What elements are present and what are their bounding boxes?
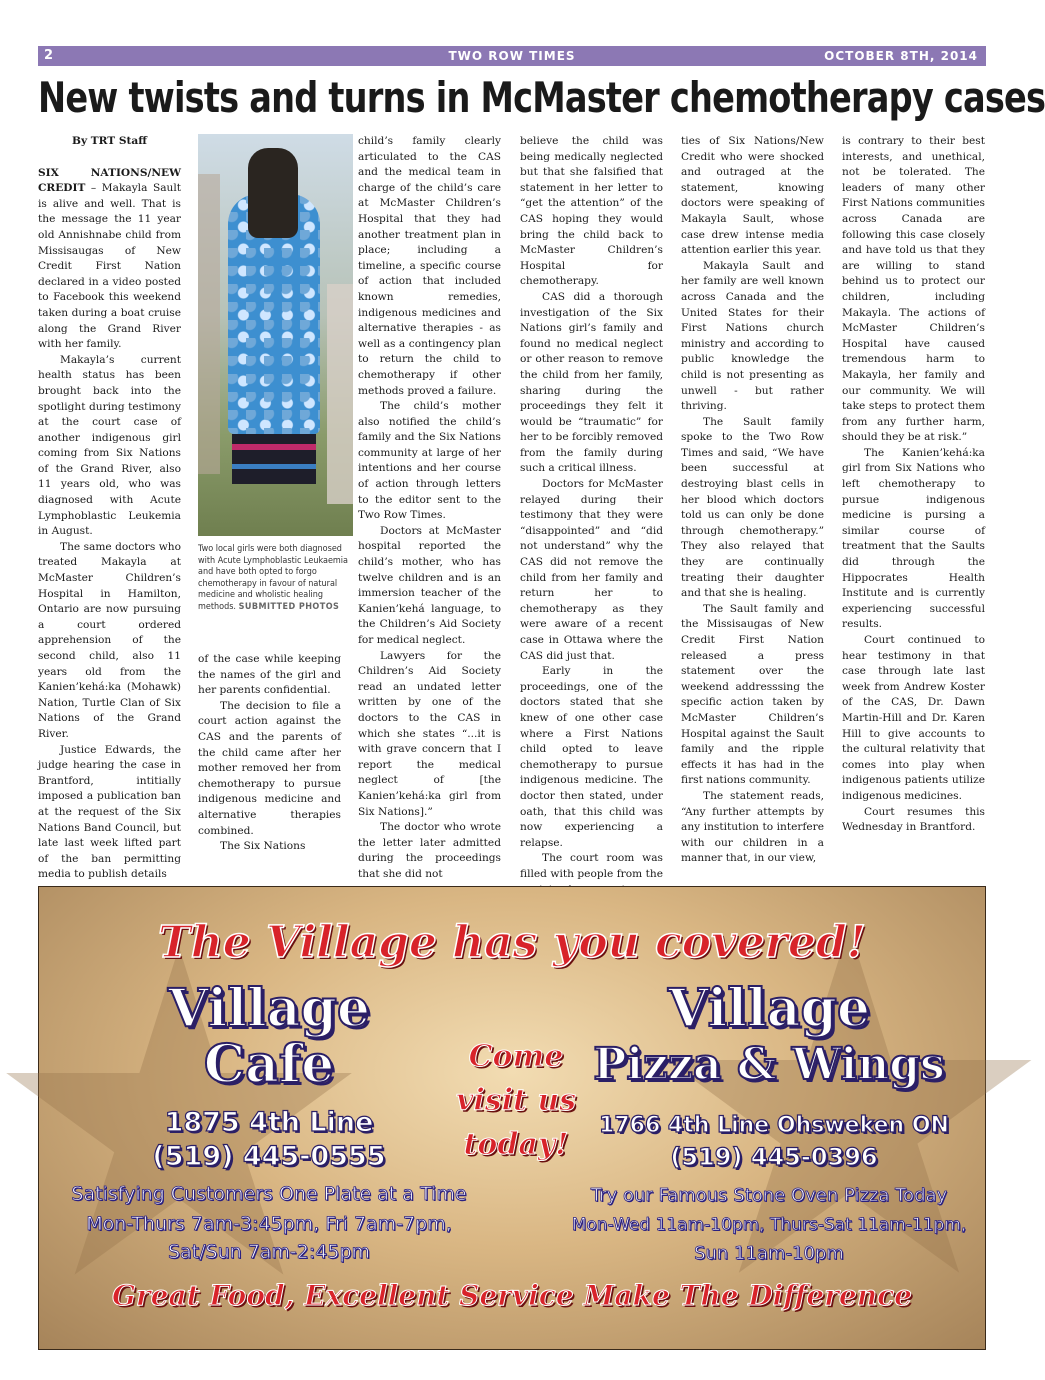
article-paragraph <box>358 399 501 524</box>
paragraph-text: The child’s mother also notified the child’s family and the Six Nations community at large of her intentions and her course of action through letters to the editor sent to the Two Row Times. <box>358 400 501 522</box>
paragraph-text: The doctor who wrote the letter later admitted during the proceedings that she did not <box>358 821 501 880</box>
paragraph-text: The decision to file a court action against the CAS and the parents of the child came after her mother removed her from chemotherapy to pursue indigenous medicine and alternative therapies combined. <box>198 699 341 837</box>
pizza-hours-sunday: Sun 11am-10pm <box>694 1243 844 1264</box>
photo-skirt <box>232 434 316 484</box>
pizza-tagline: Try our Famous Stone Oven Pizza Today <box>590 1185 948 1206</box>
article-paragraph <box>520 477 663 664</box>
article-paragraph <box>520 290 663 477</box>
article-paragraph <box>842 446 985 633</box>
article-photo <box>198 134 353 536</box>
article-paragraph <box>842 805 985 836</box>
article-paragraph <box>358 134 501 399</box>
photo-ribbon-trim <box>232 464 316 469</box>
paragraph-text: – Makayla Sault is alive and well. That is the message the 11 year old Annishnabe child from Missisaugas of New Credit First Nation declared in a video posted to Facebook this weekend taken during a boat cruise along the Grand River with her family. <box>38 182 181 351</box>
pizza-name-line1: Village <box>668 978 870 1039</box>
article-column-4 <box>520 134 663 898</box>
cafe-hours-weekday: Mon-Thurs 7am-3:45pm, Fri 7am-7pm, <box>86 1213 452 1235</box>
paragraph-text: of the case while keeping the names of the girl and her parents confidential. <box>198 653 341 697</box>
photo-background-figure <box>198 174 220 474</box>
paragraph-text: believe the child was being medically neglected but that she falsified that statement in her letter to “get the attention” of the CAS hoping they would bring the child back to McMaster Children’s Hospital for chemotherapy. <box>520 135 663 288</box>
article-column-2 <box>198 652 341 855</box>
article-paragraph <box>198 652 341 699</box>
cafe-hours-weekend: Sat/Sun 7am-2:45pm <box>167 1241 371 1263</box>
article-paragraph <box>520 664 663 851</box>
article-paragraph <box>38 540 181 743</box>
paragraph-text: Makayla’s current health status has been brought back into the spotlight during testimony at the court case of another indigenous girl coming from Six Nations of the Grand River, also 11 years old, who was diagnosed with Acute Lymphoblastic Leukemia in August. <box>38 353 181 538</box>
article-column-3 <box>358 134 501 883</box>
paragraph-text: ties of Six Nations/New Credit who were shocked and outraged at the statement, knowing doctors were speaking of Makayla Sault, whose case drew intense media attention earlier this year. <box>681 135 824 257</box>
paragraph-text: The Sault family spoke to the Two Row Times and said, “We have been successful at destroying blast cells in her blood which doctors told us can only be done through chemotherapy.” They also relayed that they are continually treating their daughter and that she is healing. <box>681 415 824 600</box>
paragraph-text: The court room was filled with people from the <box>520 852 663 880</box>
cafe-phone: (519) 445-0555 <box>152 1141 386 1172</box>
article-paragraph <box>38 166 181 353</box>
paragraph-text: The Sault family and the Missisaugas of New Credit First Nation released a press statement over the weekend addresssing the specific action taken by McMaster Children’s Hospital against the Sault family and the ripple effects it has had in the first nations community. <box>681 602 824 787</box>
dateline: SIX NATIONS/NEW CREDIT <box>38 166 181 195</box>
callout-line3: today! <box>463 1127 569 1162</box>
callout-line1: Come <box>468 1039 564 1074</box>
paragraph-text: The Six Nations <box>220 840 306 853</box>
pizza-name-line2: Pizza & Wings <box>593 1039 945 1090</box>
article-column-1 <box>38 134 181 883</box>
byline: By TRT Staff <box>72 135 147 147</box>
cafe-tagline: Satisfying Customers One Plate at a Time <box>71 1183 467 1205</box>
photo-caption <box>198 543 355 613</box>
page-header-bar <box>38 46 986 66</box>
paragraph-text: child’s family clearly articulated to the CAS and the medical team in charge of the child’s care at McMaster Children’s Hospital that they had another treatment plan in place; including a timeline, a specific course of action that included known remedies, indigenous medicines and alternative therapies - as well as a contingency plan to return the child to chemotherapy if other methods proved a failure. <box>358 135 501 397</box>
cafe-name-line1: Village <box>168 978 370 1039</box>
article-paragraph <box>681 789 824 867</box>
article-paragraph <box>681 259 824 415</box>
paragraph-text: is contrary to their best interests, and unethical, not be tolerated. The leaders of many other First Nations communities across Canada are following this case closely and have told us that they are willing to stand behind us to protect our children, including Makayla. The actions of McMaster Children’s Hospital have caused tremendous harm to Makayla, her family and our community. We will take steps to protect them from any further harm, should they be at risk.” <box>842 135 985 444</box>
ad-footer-slogan: Great Food, Excellent Service Make The Difference <box>112 1279 912 1312</box>
paragraph-text: Makayla Sault and her family are well known across Canada and the United States for their First Nations church ministry and according to public knowledge the child is not presenting as unwell - but rather thriving. <box>681 259 824 413</box>
paragraph-text: Court resumes this Wednesday in Brantford. <box>842 805 985 834</box>
paragraph-text: Early in the proceedings, one of the doctors stated that she knew of one other case where a First Nations child opted to leave chemotherapy to pursue indigenous medicine. The doctor then stated, under oath, that this child was now experiencing a relapse. <box>520 665 663 849</box>
photo-caption-text: Two local girls were both diagnosed with Acute Lymphoblastic Leukaemia and have both opted to forgo chemotherapy in favour of natural medicine and wholistic healing methods. <box>198 543 349 612</box>
callout-line2: visit us <box>455 1083 577 1118</box>
article-column-5 <box>681 134 824 867</box>
paragraph-text: Doctors for McMaster relayed during their testimony that they were “disappointed” and “did not understand” why the CAS did not remove the child from her family and return her to chemotherapy as they were aware of a recent case in Ottawa where the CAS did just that. <box>520 478 663 662</box>
article-paragraph <box>38 353 181 540</box>
article-paragraph <box>198 839 341 855</box>
article-paragraph <box>681 415 824 602</box>
pizza-hours-weekday: Mon-Wed 11am-10pm, Thurs-Sat 11am-11pm, <box>571 1215 967 1235</box>
paragraph-text: Doctors at McMaster hospital reported the child’s mother, who has twelve children and is an immersion teacher of the Kanien’kehá language, to the Children’s Aid Society for medical neglect. <box>358 524 501 646</box>
paragraph-text: Justice Edwards, the judge hearing the case in Brantford, intitially imposed a publication ban at the request of the Six Nations Band Council, but late last week lifted part of the ban permitting media to publish details <box>38 743 181 881</box>
ad-headline: The Village has you covered! <box>158 917 866 968</box>
pizza-address: 1766 4th Line Ohsweken ON <box>599 1113 949 1138</box>
article-paragraph <box>198 699 341 839</box>
article-paragraph <box>842 134 985 446</box>
article-headline: New twists and turns in McMaster chemotherapy cases <box>38 73 1045 122</box>
article-paragraph <box>358 649 501 821</box>
paragraph-text: Lawyers for the Children’s Aid Society read an undated letter written by one of the doctors to the CAS in which she states “...it is with grave concern that I report the medical neglect of [the Kanien’kehá:ka girl from Six Nations].” <box>358 649 501 818</box>
photo-braided-hair <box>248 148 298 238</box>
cafe-address: 1875 4th Line <box>164 1107 374 1138</box>
paragraph-text: The statement reads, “Any further attempts by any institution to interfere with our children in a manner that, in our view, <box>681 789 824 865</box>
article-paragraph <box>358 524 501 649</box>
come-visit-us-callout <box>431 1035 601 1167</box>
photo-credit: SUBMITTED PHOTOS <box>238 600 340 612</box>
article-paragraph <box>681 602 824 789</box>
paragraph-text: The same doctors who treated Makayla at McMaster Children’s Hospital in Hamilton, Ontario are now pursuing a court ordered apprehension of the second child, also 11 years old from the Kanien’kehá:ka (Mohawk) Nation, Turtle Clan of Six Nations of the Grand River. <box>38 540 181 740</box>
photo-background-figure <box>327 284 353 504</box>
article-paragraph <box>520 134 663 290</box>
paragraph-text: The Kanien’kehá:ka girl from Six Nations who left chemotherapy to pursue indigenous medicine is pursing a similar course of treatment that the Saults did through the Hippocrates Health Institute and is currently experiencing successful results. <box>842 446 985 631</box>
article-column-6 <box>842 134 985 836</box>
paragraph-text: CAS did a thorough investigation of the Six Nations girl’s family and found no medical neglect or other reason to remove the child from her family, sharing during the proceedings they felt it would be “traumatic” for her to be forcibly removed from the family during such a critical illness. <box>520 290 663 475</box>
page-number: 2 <box>44 48 54 63</box>
paragraph-text: Court continued to hear testimony in that case through late last week from Andrew Koster of the CAS, Dr. Dawn Martin-Hill and Dr. Karen Hill to give accounts to the cultural relativity that comes into play when indigenous patients utilize indigenous medicines. <box>842 634 985 802</box>
article-paragraph <box>842 633 985 805</box>
village-advertisement <box>38 886 986 1350</box>
cafe-name-line2: Cafe <box>203 1034 335 1095</box>
article-paragraph <box>38 743 181 883</box>
issue-date: OCTOBER 8TH, 2014 <box>824 49 978 63</box>
photo-ribbon-trim <box>232 444 316 450</box>
publication-name: TWO ROW TIMES <box>448 49 576 63</box>
article-paragraph <box>681 134 824 259</box>
article-paragraph <box>358 820 501 882</box>
pizza-phone: (519) 445-0396 <box>670 1143 878 1171</box>
